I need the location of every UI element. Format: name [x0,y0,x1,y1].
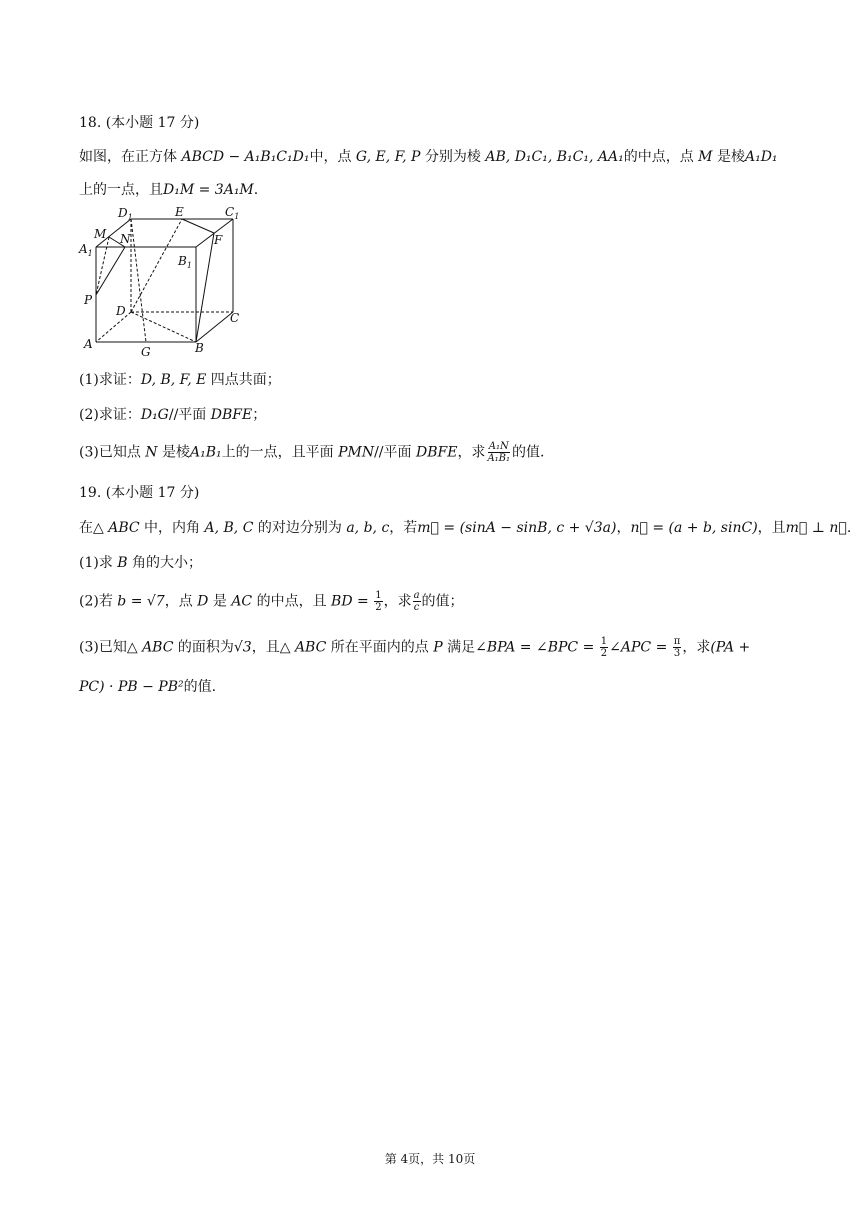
hidden-segment-d-e [131,219,182,312]
edge-b-c [196,312,233,342]
label-d1: $D_1$ [118,206,133,222]
page-footer: 第 4页，共 10页 [384,1152,476,1166]
q18-part3: (3)已知点 N 是棱A₁B₁上的一点，且平面 PMN//平面 DBFE，求 $\frac{\text{A₁N}}{\text{A₁B₁}}$ 的值. [79,441,545,464]
fraction-pi-over-3: $\frac{\pi}{3}$ [673,636,681,659]
label-b1: $B_1$ [178,254,192,270]
fraction-a-over-c: $\frac{a}{c}$ [413,590,420,613]
label-g: G [141,345,151,359]
q18-part1: (1)求证：D, B, F, E 四点共面； [79,372,281,388]
label-c: C [230,311,240,325]
q18-header: 18. (本小题 17 分) [79,115,200,131]
label-a: A [84,337,93,351]
label-b: B [195,341,204,355]
q19-intro: 在△ ABC 中，内角 A, B, C 的对边分别为 a, b, c，若m⃗ = (sinA − sinB, c + √3a)，n⃗ = (a + b, sinC)，且m⃗ ⊥ n⃗. [79,520,852,536]
hidden-segment-d-b [131,312,196,342]
q19-part2: (2)若 b = √7，点 D 是 AC 的中点，且 BD = $\frac{1}{2}$ ，求 $\frac{a}{c}$ 的值； [79,590,464,613]
label-a1: $A_1$ [79,242,93,258]
q19-part1: (1)求 B 角的大小； [79,555,203,571]
fraction-one-half: $\frac{1}{2}$ [375,590,382,613]
label-f: F [214,233,223,247]
cube-figure [76,204,248,360]
label-m: M [94,227,107,241]
label-e: E [175,205,184,219]
hidden-edge-d-a [96,312,131,342]
q18-intro-line1: 如图，在正方体 ABCD − A₁B₁C₁D₁中，点 G, E, F, P 分别为棱 AB, D₁C₁, B₁C₁, AA₁的中点，点 M 是棱A₁D₁ [79,149,778,165]
hidden-segment-d1-g [131,219,146,342]
segment-e-f [182,219,214,233]
q19-header: 19. (本小题 17 分) [79,485,200,501]
q18-part2: (2)求证：D₁G//平面 DBFE； [79,407,267,423]
fraction-a1n-a1b1: $\frac{\text{A₁N}}{\text{A₁B₁}}$ [487,441,511,464]
relation: D₁M = 3A₁M [163,182,254,198]
segment-n-p [96,247,125,295]
q18-intro-line2: 上的一点，且D₁M = 3A₁M. [79,182,259,198]
q19-part3-line1: (3)已知△ ABC 的面积为√3，且△ ABC 所在平面内的点 P 满足∠BPA = ∠BPC = $\frac{1}{2}$ ∠APC = $\frac{\pi}{3}$ ，求(PA + [79,636,751,659]
cube-name: ABCD − A₁B₁C₁D₁ [181,149,310,165]
fraction-one-half-2: $\frac{1}{2}$ [600,636,608,659]
segment-f-b [196,233,214,342]
label-n: N [120,232,131,246]
label-d: D [116,304,126,318]
vector-m: m⃗ = (sinA − sinB, c + √3a) [417,520,617,536]
q19-part3-line2: PC) · PB − PB²的值. [79,679,217,695]
vector-n: n⃗ = (a + b, sinC) [630,520,758,536]
label-p: P [84,293,93,307]
label-c1: $C_1$ [225,205,240,221]
